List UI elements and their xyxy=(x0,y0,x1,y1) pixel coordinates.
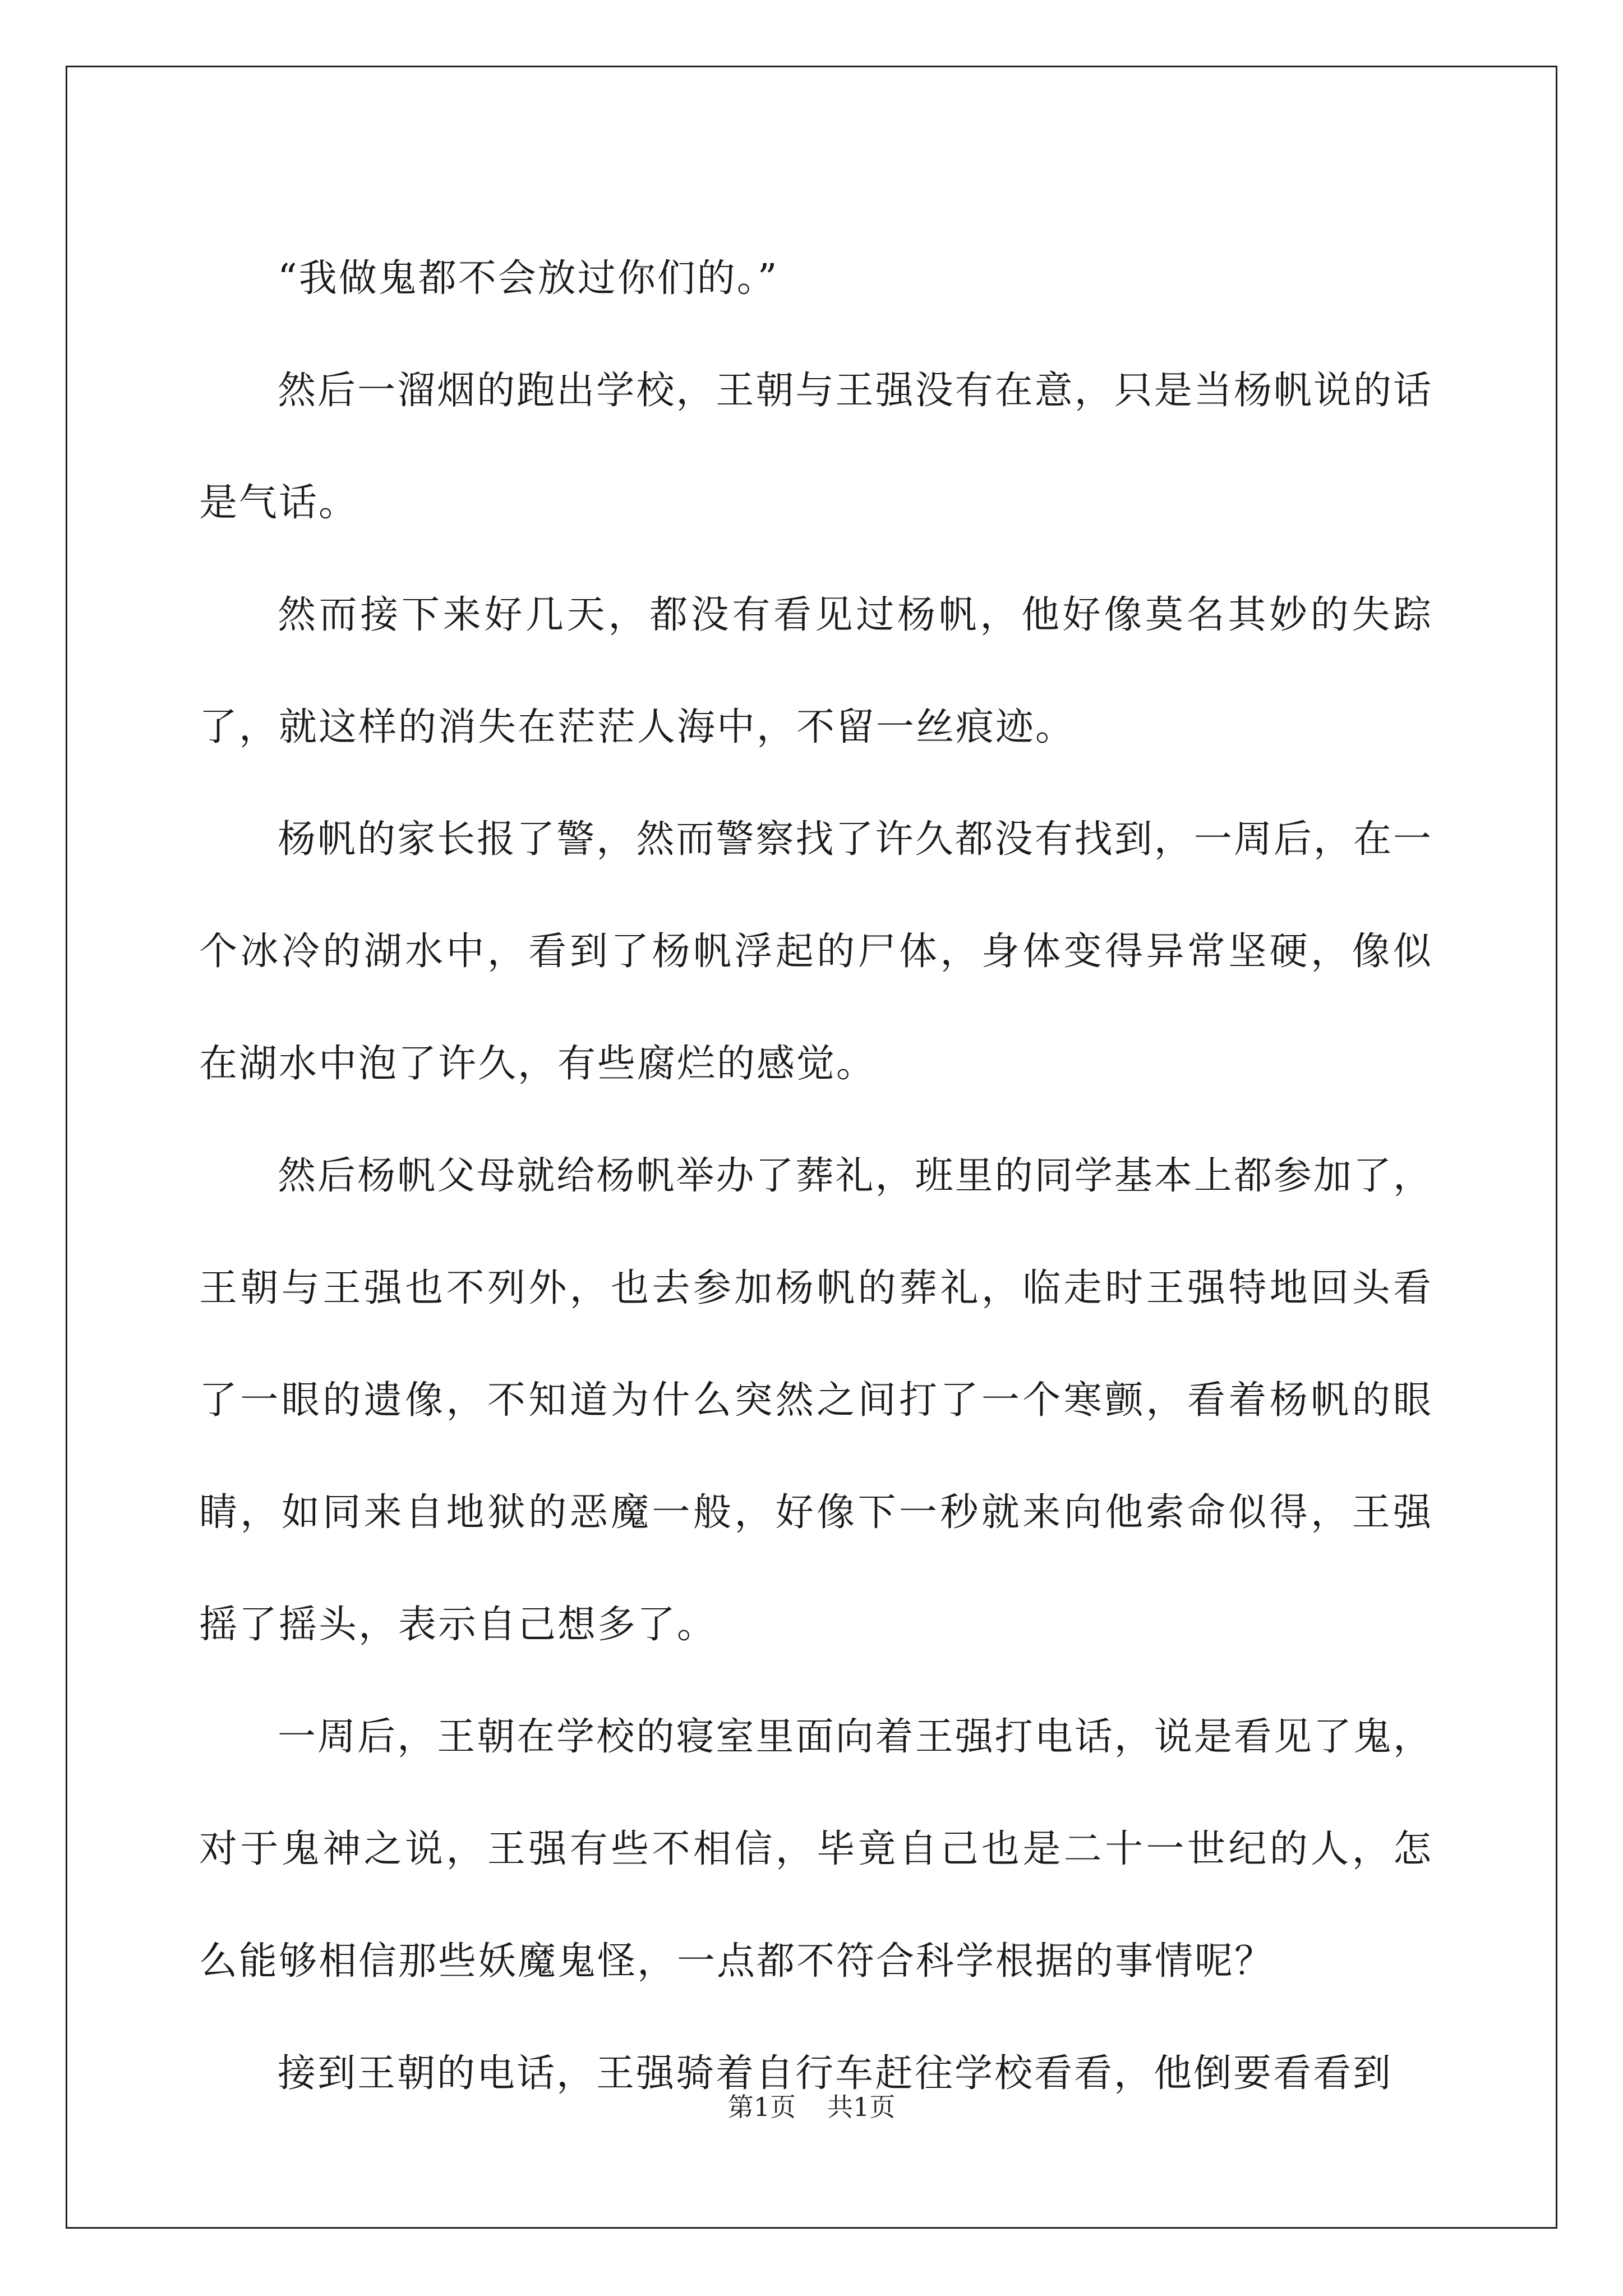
paragraph-6: 一周后，王朝在学校的寝室里面向着王强打电话，说是看见了鬼，对于鬼神之说，王强有些不相信，毕竟自己也是二十一世纪的人，怎么能够相信那些妖魔鬼怪，一点都不符合科学根据的事情呢？ xyxy=(199,1715,1433,1984)
document-body xyxy=(199,223,1433,2130)
paragraph-2: 然后一溜烟的跑出学校，王朝与王强没有在意，只是当杨帆说的话是气话。 xyxy=(199,369,1433,525)
paragraph-3: 然而接下来好几天，都没有看见过杨帆，他好像莫名其妙的失踪了，就这样的消失在茫茫人海中，不留一丝痕迹。 xyxy=(199,593,1433,749)
paragraph-1: “我做鬼都不会放过你们的。” xyxy=(278,256,779,301)
page-number-current: 第1页 xyxy=(727,2092,796,2122)
paragraph-7: 接到王朝的电话，王强骑着自行车赶往学校看看，他倒要看看到 xyxy=(278,2051,1393,2096)
page-footer xyxy=(0,2091,1623,2123)
page-number-total: 共1页 xyxy=(827,2092,896,2122)
paragraph-4: 杨帆的家长报了警，然而警察找了许久都没有找到，一周后，在一个冰冷的湖水中，看到了杨帆浮起的尸体，身体变得异常坚硬，像似在湖水中泡了许久，有些腐烂的感觉。 xyxy=(199,817,1433,1086)
paragraph-5: 然后杨帆父母就给杨帆举办了葬礼，班里的同学基本上都参加了，王朝与王强也不列外，也去参加杨帆的葬礼，临走时王强特地回头看了一眼的遗像，不知道为什么突然之间打了一个寒颤，看着杨帆的眼睛，如同来自地狱的恶魔一般，好像下一秒就来向他索命似得，王强摇了摇头，表示自己想多了。 xyxy=(199,1154,1433,1647)
